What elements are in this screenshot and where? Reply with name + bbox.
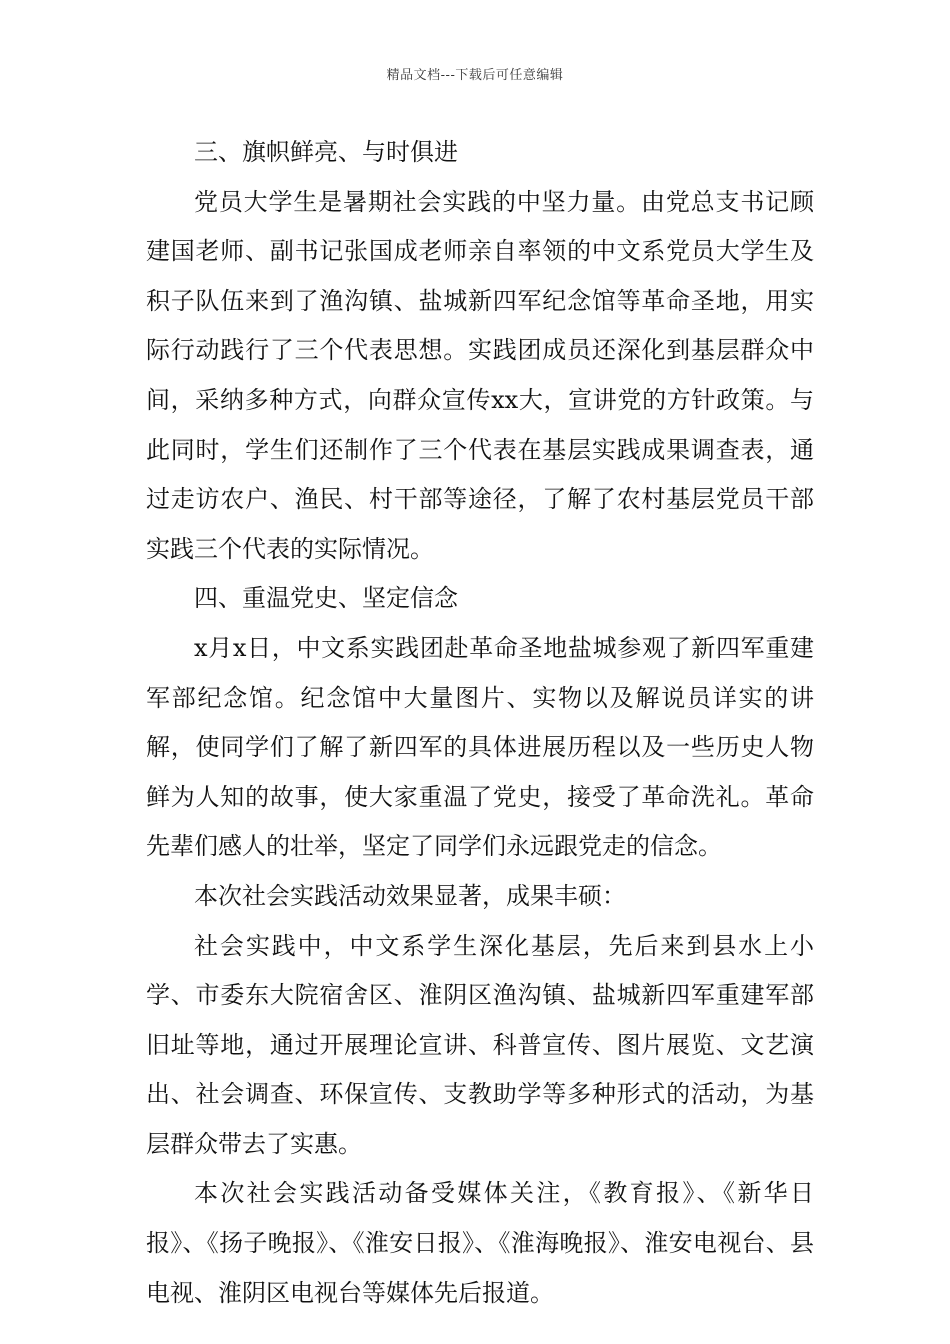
document-body: [146, 128, 814, 1318]
paragraph: 本次社会实践活动备受媒体关注，《教育报》、《新华日报》、《扬子晚报》、《淮安日报》、《淮海晚报》、淮安电视台、县电视、淮阴区电视台等媒体先后报道。: [146, 1179, 814, 1307]
paragraph: 社会实践中，中文系学生深化基层，先后来到县水上小学、市委东大院宿舍区、淮阴区渔沟镇、盐城新四军重建军部旧址等地，通过开展理论宣讲、科普宣传、图片展览、文艺演出、社会调查、环保宣传、支教助学等多种形式的活动，为基层群众带去了实惠。: [146, 931, 814, 1158]
section-heading-4: 四、重温党史、坚定信念: [194, 584, 458, 613]
paragraph: 本次社会实践活动效果显著，成果丰硕：: [194, 881, 626, 910]
page-header: 精品文档---下载后可任意编辑: [386, 68, 564, 83]
paragraph: x月x日，中文系实践团赴革命圣地盐城参观了新四军重建军部纪念馆。纪念馆中大量图片、实物以及解说员详实的讲解，使同学们了解了新四军的具体进展历程以及一些历史人物鲜为人知的故事，使大家重温了党史，接受了革命洗礼。革命先辈们感人的壮举，坚定了同学们永远跟党走的信念。: [146, 633, 814, 861]
paragraph: 党员大学生是暑期社会实践的中坚力量。由党总支书记顾建国老师、副书记张国成老师亲自率领的中文系党员大学生及积子队伍来到了渔沟镇、盐城新四军纪念馆等革命圣地，用实际行动践行了三个代表思想。实践团成员还深化到基层群众中间，采纳多种方式，向群众宣传xx大，宣讲党的方针政策。与此同时，学生们还制作了三个代表在基层实践成果调查表，通过走访农户、渔民、村干部等途径，了解了农村基层党员干部实践三个代表的实际情况。: [146, 187, 814, 563]
section-heading-3: 三、旗帜鲜亮、与时俱进: [194, 138, 458, 166]
